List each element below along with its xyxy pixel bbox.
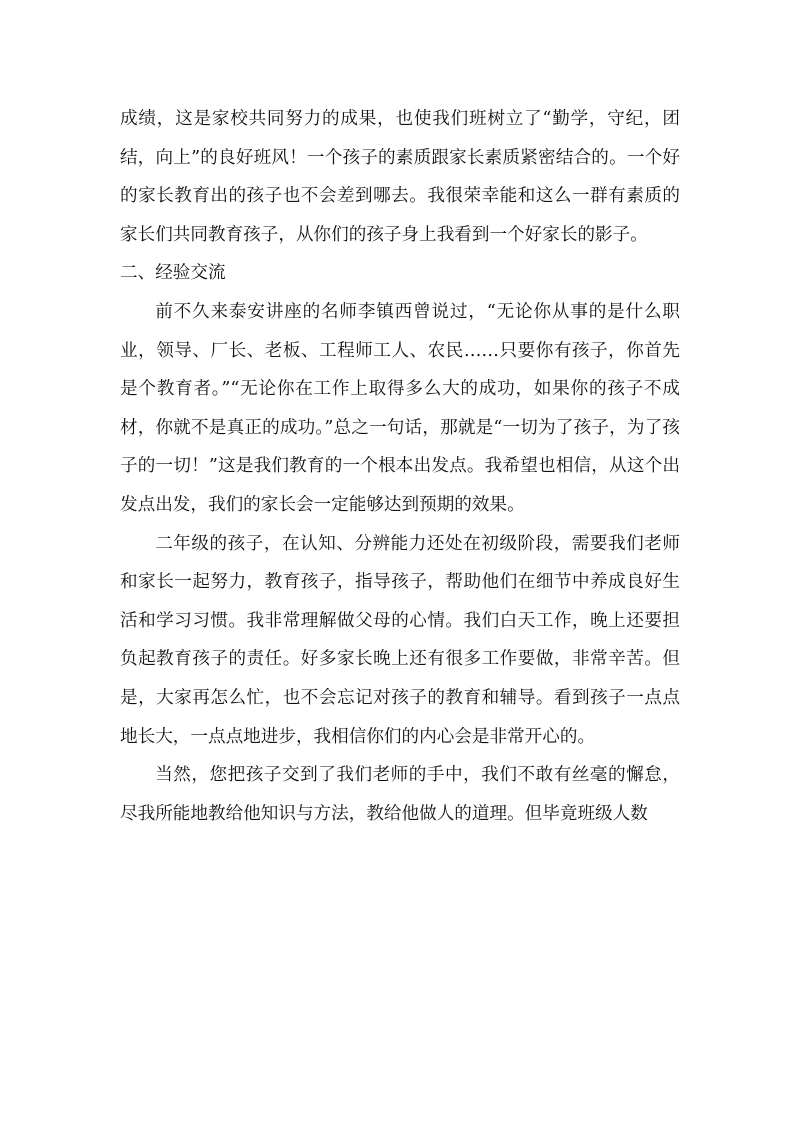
paragraph-second-grade: 二年级的孩子，在认知、分辨能力还处在初级阶段，需要我们老师和家长一起努力，教育孩子，指导孩子，帮助他们在细节中养成良好生活和学习习惯。我非常理解做父母的心情。我们白天工作，晚上还要担负起教育孩子的责任。好多家长晚上还有很多工作要做，非常辛苦。但是，大家再怎么忙，也不会忘记对孩子的教育和辅导。看到孩子一点点地长大，一点点地进步，我相信你们的内心会是非常开心的。 (120, 533, 680, 747)
paragraph-quote: 前不久来泰安讲座的名师李镇西曾说过，“无论你从事的是什么职业，领导、厂长、老板、工程师工人、农民……只要你有孩子，你首先是个教育者。”“无论你在工作上取得多么大的成功，如果你的孩子不成材，你就不是真正的成功。”总之一句话，那就是“一切为了孩子，为了孩子的一切！”这是我们教育的一个根本出发点。我希望也相信，从这个出发点出发，我们的家长会一定能够达到预期的效果。 (120, 301, 680, 515)
section-heading: 二、经验交流 (120, 263, 226, 284)
paragraph-continuation: 成绩，这是家校共同努力的成果，也使我们班树立了“勤学，守纪，团结，向上”的良好班风！一个孩子的素质跟家长素质紧密结合的。一个好的家长教育出的孩子也不会差到哪去。我很荣幸能和这么一群有素质的家长们共同教育孩子，从你们的孩子身上我看到一个好家长的影子。 (120, 109, 680, 245)
document-page (120, 100, 680, 833)
paragraph-teachers: 当然，您把孩子交到了我们老师的手中，我们不敢有丝毫的懈怠，尽我所能地教给他知识与方法，教给他做人的道理。但毕竟班级人数 (120, 765, 680, 824)
